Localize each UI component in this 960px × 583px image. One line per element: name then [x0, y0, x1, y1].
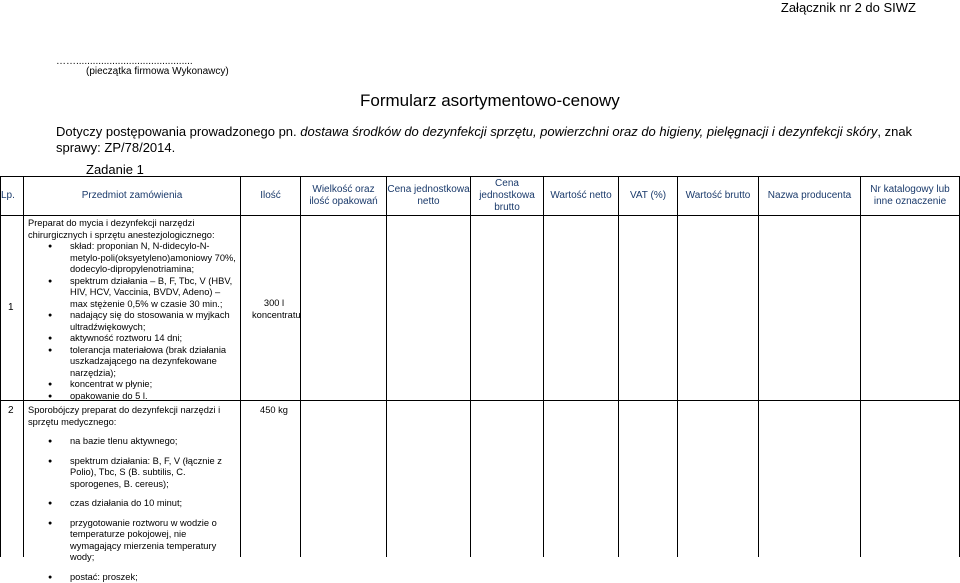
- task-title: Zadanie 1: [86, 162, 144, 177]
- col-header-package: Wielkość oraz ilość opakowań: [301, 177, 386, 215]
- row-1-intro: Preparat do mycia i dezynfekcji narzędzi chirurgicznych i sprzętu anestezjologicznego:: [28, 218, 238, 241]
- list-item: ● spektrum działania – B, F, Tbc, V (HBV, HIV, HCV, Vaccinia, BVDV, Adeno) – max stężenie 0,5% w czasie 30 min.;: [28, 276, 238, 311]
- subject-suffix: , znak sprawy: ZP/78/2014.: [56, 124, 912, 155]
- row-2-intro: Sporobójczy preparat do dezynfekcji narzędzi i sprzętu medycznego:: [28, 405, 238, 428]
- col-header-lp: Lp.: [1, 177, 23, 215]
- list-item: ● spektrum działania: B, F, V (łącznie z Polio), Tbc, S (B. subtilis, C. sporogenes, B. cereus);: [28, 456, 238, 491]
- list-item: ● czas działania do 10 minut;: [28, 498, 238, 510]
- col-header-unit-gross: Cena jednostkowa brutto: [471, 177, 543, 215]
- row-1-quantity: 300 l koncentratu: [252, 298, 296, 321]
- col-header-quantity: Ilość: [241, 177, 300, 215]
- list-item: ● przygotowanie roztworu w wodzie o temperaturze pokojowej, nie wymagający mierzenia temperatury wody;: [28, 518, 238, 564]
- subject-italic: dostawa środków do dezynfekcji sprzętu, powierzchni oraz do higieny, pielęgnacji i dezynfekcji skóry: [300, 124, 877, 139]
- list-item: ● aktywność roztworu 14 dni;: [28, 333, 238, 345]
- attachment-label: Załącznik nr 2 do SIWZ: [781, 0, 916, 15]
- list-item: ● na bazie tlenu aktywnego;: [28, 436, 238, 448]
- subject-prefix: Dotyczy postępowania prowadzonego pn.: [56, 124, 300, 139]
- row-1-number: 1: [8, 302, 14, 313]
- list-item: ● koncentrat w płynie;: [28, 379, 238, 391]
- col-header-value-gross: Wartość brutto: [678, 177, 758, 215]
- row-2-description: [28, 405, 238, 583]
- col-header-producer: Nazwa producenta: [759, 177, 860, 215]
- list-item: ● tolerancja materiałowa (brak działania uszkadzającego na dezynfekowane narzędzia);: [28, 345, 238, 380]
- stamp-caption: (pieczątka firmowa Wykonawcy): [86, 66, 229, 77]
- col-header-value-net: Wartość netto: [544, 177, 618, 215]
- col-header-item: Przedmiot zamówienia: [24, 177, 240, 215]
- list-item: ● opakowanie do 5 l.: [28, 391, 238, 403]
- col-header-vat: VAT (%): [619, 177, 677, 215]
- row-1-description: [28, 218, 238, 402]
- stamp-line: ……..........................................: [56, 56, 193, 67]
- list-item: ● postać: proszek;: [28, 572, 238, 583]
- col-header-unit-net: Cena jednostkowa netto: [387, 177, 470, 215]
- form-title: Formularz asortymentowo-cenowy: [360, 91, 620, 111]
- row-2-quantity: 450 kg: [252, 405, 296, 417]
- row-2-number: 2: [8, 405, 14, 416]
- list-item: ● nadający się do stosowania w myjkach ultradźwiękowych;: [28, 310, 238, 333]
- col-header-catalog: Nr katalogowy lub inne oznaczenie: [861, 177, 959, 215]
- row-1-features: [28, 241, 238, 402]
- row-2-features: [28, 436, 238, 583]
- procedure-subject: [56, 124, 936, 156]
- list-item: ● skład: proponian N, N-didecylo-N-metylo-poli(oksyetyleno)amoniowy 70%, dodecylo-dipropylenotriamina;: [28, 241, 238, 276]
